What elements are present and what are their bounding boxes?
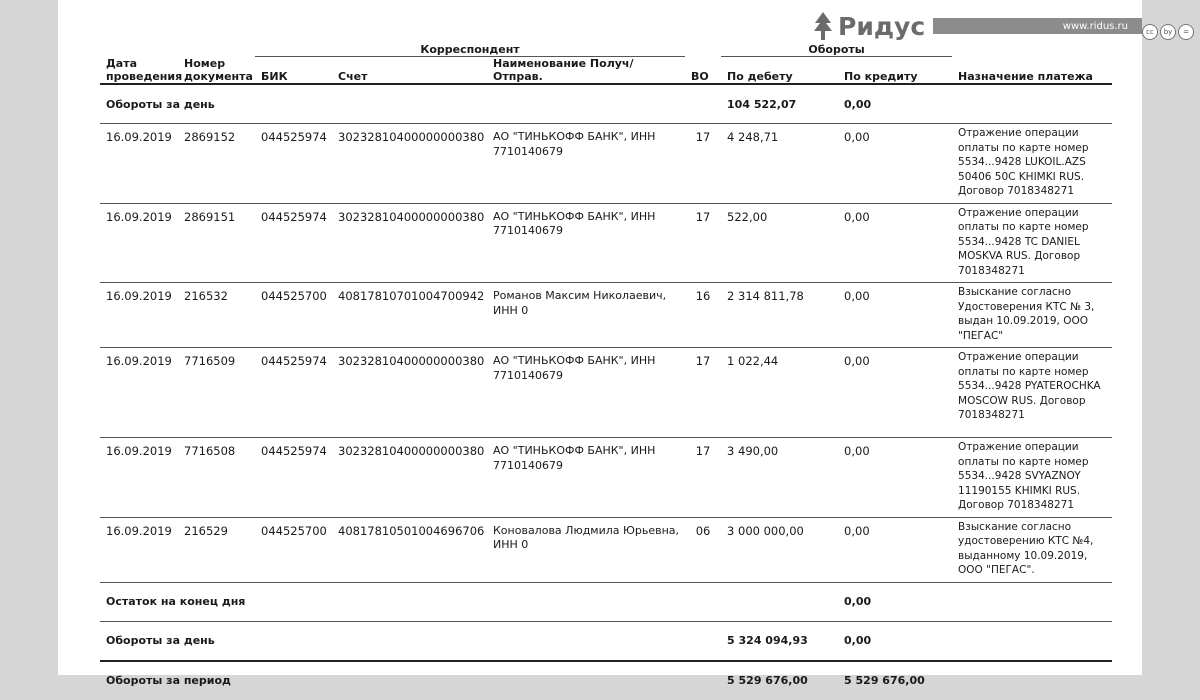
header-correspondent: Корреспондент	[255, 32, 685, 57]
cell-doc: 216532	[178, 283, 255, 348]
cell-name: АО "ТИНЬКОФФ БАНК", ИНН 7710140679	[487, 348, 685, 438]
ridus-url-bar	[933, 18, 1142, 34]
cell-date: 16.09.2019	[100, 283, 178, 348]
cell-debit: 522,00	[721, 203, 838, 283]
header-turnover: Обороты	[721, 32, 952, 57]
cell-bik: 044525974	[255, 438, 332, 518]
cell-doc: 2869151	[178, 203, 255, 283]
cell-vo: 17	[685, 348, 721, 438]
cell-account: 30232810400000000380	[332, 438, 487, 518]
header-name: Наименование Получ/Отправ.	[493, 57, 634, 83]
header-purpose: Назначение платежа	[958, 70, 1093, 83]
cell-name: АО "ТИНЬКОФФ БАНК", ИНН 7710140679	[487, 438, 685, 518]
cell-debit: 4 248,71	[721, 124, 838, 204]
cell-purpose: Взыскание согласно удостоверению КТС №4, выданному 10.09.2019, ООО "ПЕГАС".	[952, 517, 1112, 582]
cell-date: 16.09.2019	[100, 348, 178, 438]
day-turnover-debit: 5 324 094,93	[721, 621, 838, 661]
header-doc-number: Номер документа	[184, 57, 253, 83]
header-debit: По дебету	[727, 70, 793, 83]
table-row	[100, 124, 1112, 204]
cc-by-icon: by	[1160, 24, 1176, 40]
cc-icon: cc	[1142, 24, 1158, 40]
ridus-watermark	[812, 6, 1189, 46]
cell-debit: 3 490,00	[721, 438, 838, 518]
cell-doc: 7716508	[178, 438, 255, 518]
cell-credit: 0,00	[838, 517, 952, 582]
cell-purpose: Взыскание согласно Удостоверения КТС № 3, выдан 10.09.2019, ООО "ПЕГАС"	[952, 283, 1112, 348]
cell-bik: 044525974	[255, 203, 332, 283]
table-row	[100, 348, 1112, 438]
day-turnover-label: Обороты за день	[100, 621, 721, 661]
cell-debit: 1 022,44	[721, 348, 838, 438]
cell-name: Романов Максим Николаевич, ИНН 0	[487, 283, 685, 348]
cell-doc: 2869152	[178, 124, 255, 204]
header-vo: ВО	[691, 70, 709, 83]
cell-name: АО "ТИНЬКОФФ БАНК", ИНН 7710140679	[487, 124, 685, 204]
cell-credit: 0,00	[838, 348, 952, 438]
end-of-day-credit: 0,00	[838, 582, 952, 621]
cell-credit: 0,00	[838, 438, 952, 518]
table-row	[100, 203, 1112, 283]
cell-name: АО "ТИНЬКОФФ БАНК", ИНН 7710140679	[487, 203, 685, 283]
end-of-day-label: Остаток на конец дня	[100, 582, 838, 621]
cell-date: 16.09.2019	[100, 124, 178, 204]
day-turnover-row	[100, 621, 1112, 661]
summary-debit: 104 522,07	[721, 84, 838, 124]
cell-purpose: Отражение операции оплаты по карте номер 5534...9428 TC DANIEL MOSKVA RUS. Договор 7018348271	[952, 203, 1112, 283]
cc-nd-icon: =	[1178, 24, 1194, 40]
cell-purpose: Отражение операции оплаты по карте номер 5534...9428 LUKOIL.AZS 50406 50C KHIMKI RUS. Договор 7018348271	[952, 124, 1112, 204]
cell-debit: 3 000 000,00	[721, 517, 838, 582]
cell-account: 30232810400000000380	[332, 348, 487, 438]
cell-purpose: Отражение операции оплаты по карте номер 5534...9428 PYATEROCHKA MOSCOW RUS. Договор 7018348271	[952, 348, 1112, 438]
day-turnover-credit: 0,00	[838, 621, 952, 661]
cell-debit: 2 314 811,78	[721, 283, 838, 348]
table-row	[100, 517, 1112, 582]
cell-date: 16.09.2019	[100, 517, 178, 582]
header-bik: БИК	[261, 70, 288, 83]
cell-account: 40817810701004700942	[332, 283, 487, 348]
cell-account: 40817810501004696706	[332, 517, 487, 582]
cell-doc: 216529	[178, 517, 255, 582]
statement-page	[58, 0, 1189, 687]
summary-label: Обороты за день	[100, 84, 721, 124]
header-credit: По кредиту	[844, 70, 918, 83]
period-turnover-debit: 5 529 676,00	[727, 674, 808, 687]
summary-credit: 0,00	[838, 84, 952, 124]
cell-vo: 06	[685, 517, 721, 582]
cell-bik: 044525974	[255, 348, 332, 438]
cell-bik: 044525700	[255, 283, 332, 348]
cell-vo: 17	[685, 124, 721, 204]
cell-name: Коновалова Людмила Юрьевна, ИНН 0	[487, 517, 685, 582]
period-turnover-credit: 5 529 676,00	[844, 674, 925, 687]
cell-purpose: Отражение операции оплаты по карте номер 5534...9428 SVYAZNOY 11190155 KHIMKI RUS. Договор 7018348271	[952, 438, 1112, 518]
cell-bik: 044525974	[255, 124, 332, 204]
cell-vo: 16	[685, 283, 721, 348]
cell-account: 30232810400000000380	[332, 124, 487, 204]
cc-license-icons	[1142, 24, 1194, 40]
ridus-tree-icon	[812, 11, 834, 41]
period-turnover-label: Обороты за период	[106, 674, 231, 687]
cell-date: 16.09.2019	[100, 438, 178, 518]
cell-credit: 0,00	[838, 124, 952, 204]
header-account: Счет	[338, 70, 368, 83]
cell-bik: 044525700	[255, 517, 332, 582]
end-of-day-balance-row	[100, 582, 1112, 621]
table-row	[100, 438, 1112, 518]
cell-vo: 17	[685, 203, 721, 283]
header-date: Дата проведения	[106, 57, 183, 83]
ridus-logo	[812, 11, 925, 41]
top-day-turnover-row	[100, 84, 1112, 124]
table-row	[100, 283, 1112, 348]
cell-credit: 0,00	[838, 203, 952, 283]
cell-credit: 0,00	[838, 283, 952, 348]
period-turnover-row	[100, 661, 1112, 700]
cell-vo: 17	[685, 438, 721, 518]
cell-account: 30232810400000000380	[332, 203, 487, 283]
ridus-url: www.ridus.ru	[1062, 20, 1128, 32]
bank-statement-table	[100, 32, 1112, 700]
cell-date: 16.09.2019	[100, 203, 178, 283]
ridus-brand: Ридус	[838, 11, 926, 41]
cell-doc: 7716509	[178, 348, 255, 438]
